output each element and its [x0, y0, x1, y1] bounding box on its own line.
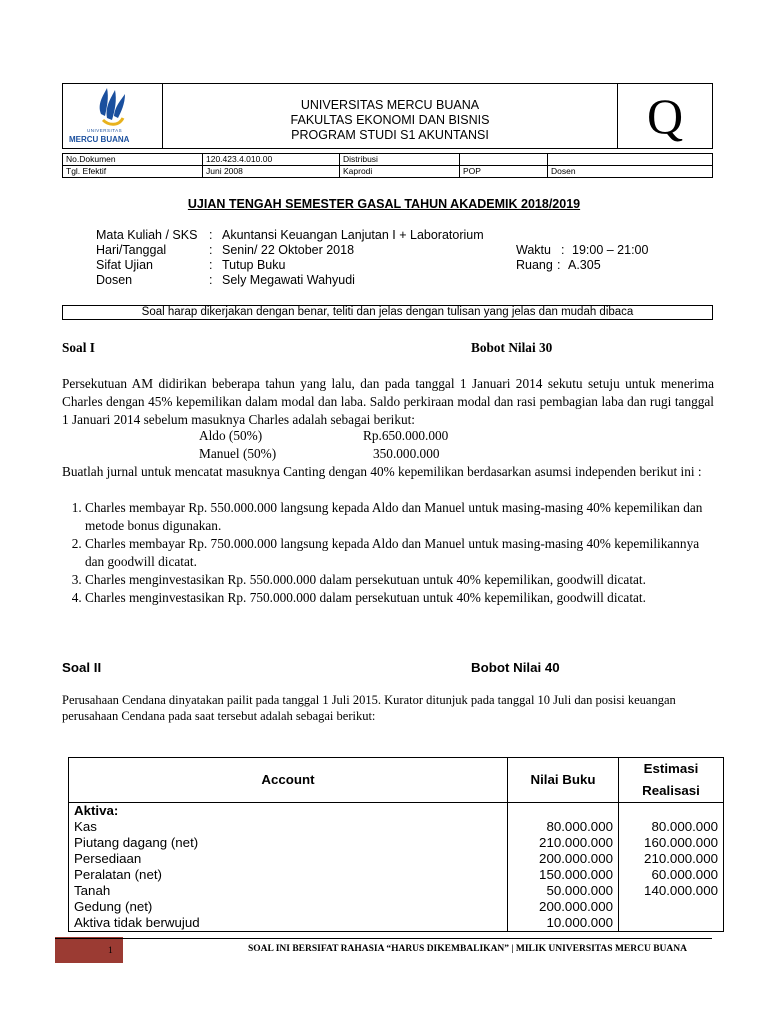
table-cell [508, 803, 619, 820]
meta-cell: Juni 2008 [203, 166, 340, 178]
estimate-cell: 80.000.000 [619, 819, 724, 835]
book-cell: 210.000.000 [508, 835, 619, 851]
info-label-date: Hari/Tanggal [96, 243, 167, 257]
exam-notice: Soal harap dikerjakan dengan benar, teliti dan jelas dengan tulisan yang jelas dan mudah dibaca [62, 305, 713, 320]
info-sep: : [209, 258, 213, 272]
table-row [69, 851, 724, 867]
table-row [69, 819, 724, 835]
list-item: 4. Charles menginvestasikan Rp. 750.000.000 dalam persekutuan untuk 40% kepemilikan, goodwill dicatat. [85, 589, 713, 607]
footer-divider [55, 938, 712, 939]
estimate-cell: 210.000.000 [619, 851, 724, 867]
info-sep: : [209, 243, 213, 257]
book-cell: 50.000.000 [508, 883, 619, 899]
info-sep: : [209, 273, 213, 287]
info-value-date: Senin/ 22 Oktober 2018 [222, 243, 355, 257]
meta-cell: 120.423.4.010.00 [203, 154, 340, 166]
partner1-value: Rp.650.000.000 [363, 428, 449, 443]
logo-text-bottom: MERCU BUANA [69, 135, 130, 144]
estimate-cell: 160.000.000 [619, 835, 724, 851]
col-estimate-line2: Realisasi [642, 783, 700, 798]
meta-cell: Distribusi [340, 154, 460, 166]
meta-cell: POP [460, 166, 548, 178]
table-row [69, 899, 724, 915]
book-cell: 200.000.000 [508, 851, 619, 867]
info-label-mk: Mata Kuliah / SKS [96, 228, 198, 242]
meta-cell [460, 154, 548, 166]
info-label-dosen: Dosen [96, 273, 133, 287]
exam-title: UJIAN TENGAH SEMESTER GASAL TAHUN AKADEMIK 2018/2019 [187, 197, 581, 211]
partner1-name: Aldo (50%) [199, 428, 263, 443]
info-sep: : [209, 228, 213, 242]
table-row [69, 915, 724, 932]
list-item: 1. Charles membayar Rp. 550.000.000 langsung kepada Aldo dan Manuel untuk masing-masing 40% kepemilikan dan metode bonus digunakan. [85, 499, 713, 535]
program-name: PROGRAM STUDI S1 AKUNTANSI [291, 128, 489, 142]
partner2-name: Manuel (50%) [199, 446, 277, 461]
info-value-ruang: A.305 [568, 258, 601, 272]
book-cell: 150.000.000 [508, 867, 619, 883]
soal1-title: Soal I [62, 340, 95, 355]
info-label-waktu: Waktu [516, 243, 551, 257]
footer-page-number: 1 [108, 946, 113, 956]
account-cell: Tanah [69, 883, 508, 899]
soal2-weight: Bobot Nilai 40 [471, 660, 560, 675]
soal1-intro: Persekutuan AM didirikan beberapa tahun yang lalu, dan pada tanggal 1 Januari 2014 sekutu setuju untuk menerima Charles dengan 45% kepemilikan dalam modal dan laba. Saldo perkiraan modal dan rasi pembagian laba dan rugi tanggal 1 Januari 2014 sebelum masuknya Charles adalah sebagai berikut: [62, 376, 714, 427]
info-value-mk: Akuntansi Keuangan Lanjutan I + Laboratorium [222, 228, 484, 242]
estimate-cell [619, 915, 724, 932]
soal2-intro: Perusahaan Cendana dinyatakan pailit pada tanggal 1 Juli 2015. Kurator ditunjuk pada tanggal 10 Juli dan posisi keuangan perusahaan Cendana pada saat tersebut adalah sebagai berikut: [62, 693, 676, 723]
info-value-sifat: Tutup Buku [222, 258, 286, 272]
header-institution [162, 84, 618, 148]
book-cell: 200.000.000 [508, 899, 619, 915]
account-cell: Kas [69, 819, 508, 835]
meta-cell: No.Dokumen [63, 154, 203, 166]
table-row [69, 883, 724, 899]
document-header [62, 83, 713, 149]
meta-row [63, 154, 713, 166]
estimate-cell [619, 899, 724, 915]
faculty-name: FAKULTAS EKONOMI DAN BISNIS [290, 113, 490, 127]
col-book-value: Nilai Buku [508, 758, 619, 803]
partner2-value: 350.000.000 [373, 446, 440, 461]
info-value-dosen: Sely Megawati Wahyudi [222, 273, 355, 287]
info-label-sifat: Sifat Ujian [96, 258, 153, 272]
table-section-row [69, 803, 724, 820]
meta-cell [548, 154, 713, 166]
logo-text-top: UNIVERSITAS [87, 128, 123, 133]
account-cell: Piutang dagang (net) [69, 835, 508, 851]
info-label-ruang: Ruang [516, 258, 553, 272]
book-cell: 80.000.000 [508, 819, 619, 835]
university-logo [63, 84, 163, 148]
col-estimate-line1: Estimasi [643, 761, 699, 776]
list-item: 3. Charles menginvestasikan Rp. 550.000.000 dalam persekutuan untuk 40% kepemilikan, goodwill dicatat. [85, 571, 713, 589]
financial-position-table [68, 757, 724, 932]
account-cell: Peralatan (net) [69, 867, 508, 883]
q-mark: Q [617, 84, 712, 148]
table-row [69, 835, 724, 851]
table-row [69, 867, 724, 883]
footer-text: SOAL INI BERSIFAT RAHASIA “HARUS DIKEMBALIKAN” | MILIK UNIVERSITAS MERCU BUANA [248, 944, 687, 954]
info-value-waktu: 19:00 – 21:00 [572, 243, 649, 257]
estimate-cell: 60.000.000 [619, 867, 724, 883]
meta-cell: Dosen [548, 166, 713, 178]
estimate-cell: 140.000.000 [619, 883, 724, 899]
soal1-weight: Bobot Nilai 30 [471, 340, 553, 355]
account-cell: Persediaan [69, 851, 508, 867]
book-cell: 10.000.000 [508, 915, 619, 932]
list-item: 2. Charles membayar Rp. 750.000.000 langsung kepada Aldo dan Manuel untuk masing-masing 40% kepemilikannya dan goodwill dicatat. [85, 535, 713, 571]
meta-row [63, 166, 713, 178]
meta-cell: Tgl. Efektif [63, 166, 203, 178]
col-account: Account [69, 758, 508, 803]
table-header-row [69, 758, 724, 803]
soal1-instruction: Buatlah jurnal untuk mencatat masuknya Canting dengan 40% kepemilikan berdasarkan asumsi independen berikut ini : [62, 464, 702, 479]
university-name: UNIVERSITAS MERCU BUANA [300, 98, 480, 112]
soal1-list [63, 499, 713, 607]
section-label: Aktiva: [69, 803, 508, 820]
document-meta-table [62, 153, 713, 178]
soal2-title: Soal II [62, 660, 102, 675]
meta-cell: Kaprodi [340, 166, 460, 178]
table-cell [619, 803, 724, 820]
info-sep: : [557, 258, 561, 272]
account-cell: Gedung (net) [69, 899, 508, 915]
info-sep: : [561, 243, 565, 257]
account-cell: Aktiva tidak berwujud [69, 915, 508, 932]
col-estimate [619, 758, 724, 803]
